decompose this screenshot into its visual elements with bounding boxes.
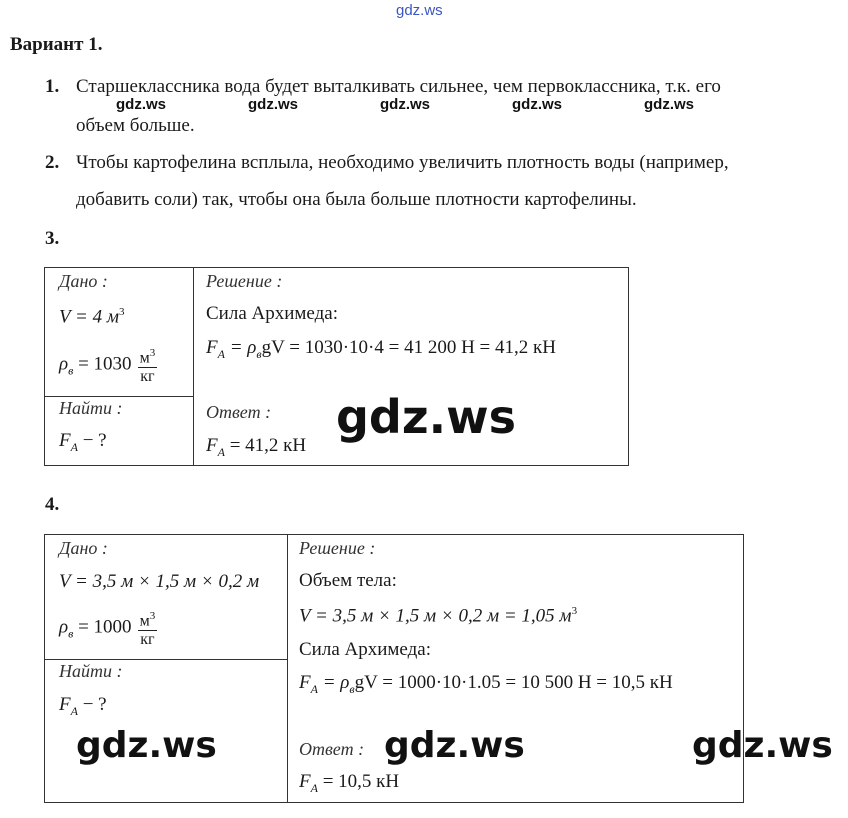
density-unit: $\frac{м^3}{кг}$ <box>138 607 158 649</box>
watermark-large: gdz.ws <box>692 725 833 766</box>
density-unit: $\frac{м^3}{кг}$ <box>138 344 158 386</box>
item-2-line-2: добавить соли) так, чтобы она была больше плотности картофелины. <box>76 189 637 210</box>
watermark-small: gdz.ws <box>512 96 563 113</box>
find-label: Найти : <box>59 398 123 418</box>
task-4-number: 4. <box>45 494 60 515</box>
answer-value: $F_A = 41,2$ кН <box>206 435 307 459</box>
watermark-large: gdz.ws <box>336 390 516 444</box>
given-label: Дано : <box>59 538 108 558</box>
solution-line: Сила Архимеда: <box>299 639 431 660</box>
watermark-top: gdz.ws <box>396 2 443 19</box>
solution-line: Объем тела: <box>299 570 397 591</box>
find-label: Найти : <box>59 661 123 681</box>
solution-label: Решение : <box>206 271 283 291</box>
watermark-large: gdz.ws <box>384 725 525 766</box>
variant-title: Вариант 1. <box>10 34 103 55</box>
watermark-small: gdz.ws <box>380 96 431 113</box>
archimedes-formula: $F_A = \rho_вgV = 1030\cdot 10\cdot 4 = 41$ 200 Н = 41,2 кН <box>206 337 556 361</box>
watermark-small: gdz.ws <box>644 96 695 113</box>
item-1-line-1: Старшеклассника вода будет выталкивать сильнее, чем первоклассника, т.к. его <box>76 76 721 97</box>
answer-label: Ответ : <box>299 739 365 759</box>
find-value: $F_A$ − ? <box>59 694 107 718</box>
volume-formula: V = 3,5 м × 1,5 м × 0,2 м = 1,05 $м^3$ <box>299 605 578 627</box>
given-density: $\rho_в = 1000$ $\frac{м^3}{кг}$ <box>59 607 157 649</box>
archimedes-formula: $F_A = \rho_вgV = 1000\cdot 10\cdot 1.05 = 10$ 500 Н = 10,5 кН <box>299 672 673 696</box>
watermark-small: gdz.ws <box>248 96 299 113</box>
watermark-large: gdz.ws <box>76 725 217 766</box>
given-label: Дано : <box>59 271 108 291</box>
answer-label: Ответ : <box>206 402 272 422</box>
solution-label: Решение : <box>299 538 376 558</box>
given-volume: V = 3,5 м × 1,5 м × 0,2 м <box>59 571 260 592</box>
item-1-line-2: объем больше. <box>76 115 195 136</box>
given-density: $\rho_в = 1030$ $\frac{м^3}{кг}$ <box>59 344 157 386</box>
task-3-given-cell <box>45 268 194 397</box>
task-3-number: 3. <box>45 228 60 249</box>
watermark-small: gdz.ws <box>116 96 167 113</box>
item-1-number: 1. <box>45 76 60 97</box>
find-value: $F_A$ − ? <box>59 430 107 454</box>
task-3-find-cell <box>45 397 194 466</box>
answer-value: $F_A = 10,5$ кН <box>299 771 400 795</box>
solution-line: Сила Архимеда: <box>206 303 338 324</box>
task-4-given-cell <box>45 535 288 660</box>
given-volume: V = 4 $м^3$ <box>59 306 125 328</box>
item-2-number: 2. <box>45 152 60 173</box>
item-2-line-1: Чтобы картофелина всплыла, необходимо увеличить плотность воды (например, <box>76 152 729 173</box>
